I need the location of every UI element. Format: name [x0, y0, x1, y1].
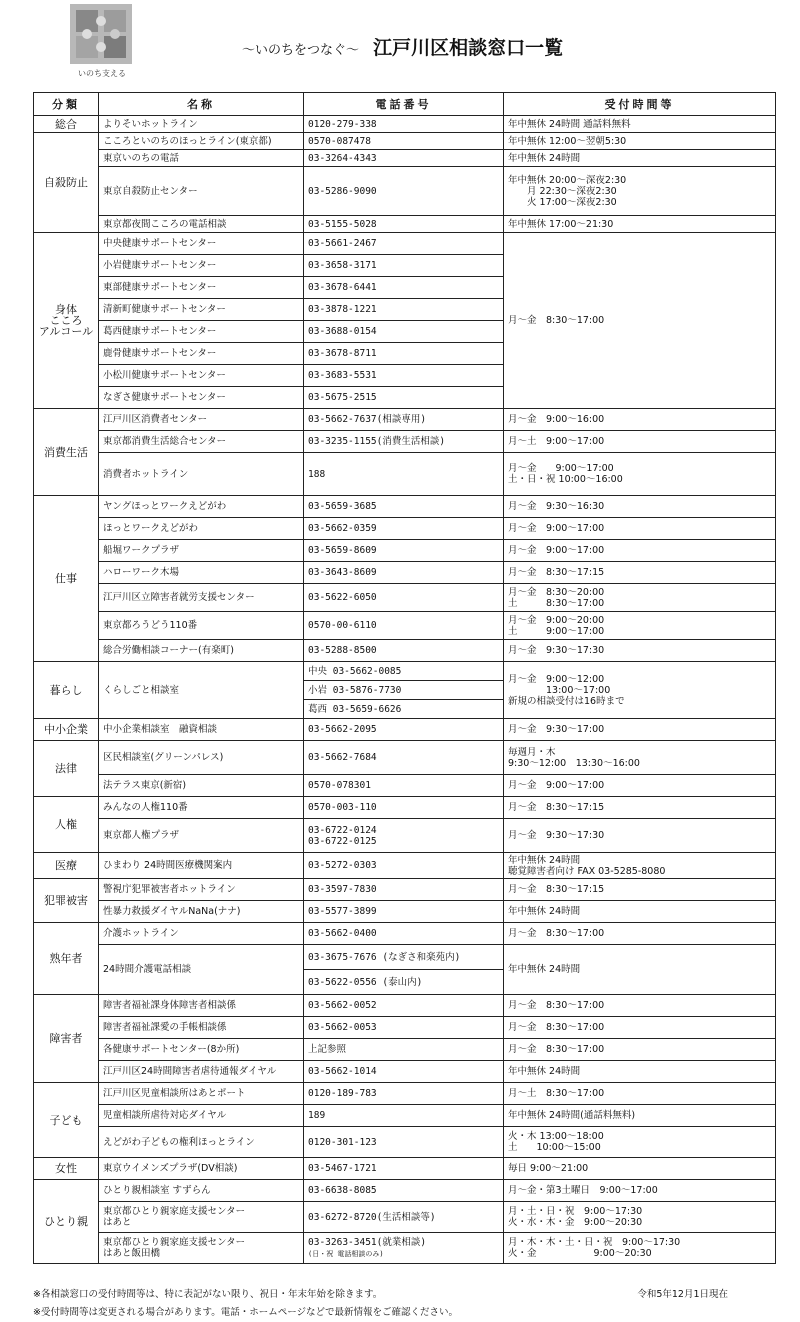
hours-cell: 月〜金 9:30〜17:00 [504, 719, 776, 741]
phone-cell [304, 681, 504, 700]
phone-number: 03-5467-1721 [308, 1163, 377, 1174]
table-row [34, 1105, 776, 1127]
phone-cell [304, 719, 504, 741]
hours-cell: 月〜金 9:00〜17:00 [504, 775, 776, 797]
hours-cell: 月〜金 8:30〜17:00 [504, 923, 776, 945]
phone-number: 03-3235-1155(消費生活相談) [308, 436, 446, 447]
name-cell: なぎさ健康サポートセンター [99, 387, 304, 409]
name-cell: 東京都ひとり親家庭支援センター はあと飯田橋 [99, 1233, 304, 1264]
phone-number: 03-5662-7684 [308, 752, 377, 763]
phone-cell [304, 1158, 504, 1180]
phone-cell [304, 819, 504, 853]
hours-cell: 月〜金 9:30〜17:30 [504, 819, 776, 853]
phone-cell [304, 365, 504, 387]
hours-cell: 年中無休 24時間 [504, 901, 776, 923]
phone-cell [304, 216, 504, 233]
category-cell: 身体 こころ アルコール [34, 233, 99, 409]
table-row [34, 167, 776, 216]
category-cell: 暮らし [34, 662, 99, 719]
category-cell: 総合 [34, 116, 99, 133]
name-cell: 障害者福祉課身体障害者相談係 [99, 995, 304, 1017]
table-row [34, 1127, 776, 1158]
table-row [34, 640, 776, 662]
phone-number: 03-5662-0052 [308, 1000, 377, 1011]
phone-cell [304, 562, 504, 584]
name-cell: みんなの人権110番 [99, 797, 304, 819]
logo [66, 4, 138, 82]
hours-cell: 月〜金 9:00〜17:00 [504, 540, 776, 562]
phone-number: 03-5662-0400 [308, 928, 377, 939]
table-row [34, 116, 776, 133]
phone-cell [304, 612, 504, 640]
phone-number: 03-6272-8720(生活相談等) [308, 1211, 436, 1223]
phone-number: 0570-078301 [308, 780, 371, 791]
column-header-phone: 電話番号 [304, 93, 504, 116]
hours-cell: 月〜金 8:30〜17:15 [504, 879, 776, 901]
puzzle-logo-icon [70, 4, 132, 64]
name-cell: 鹿骨健康サポートセンター [99, 343, 304, 365]
phone-cell [304, 584, 504, 612]
phone-cell [304, 518, 504, 540]
table-row [34, 662, 776, 681]
phone-number: 03-5662-2095 [308, 724, 377, 735]
phone-cell [304, 879, 504, 901]
table-row [34, 923, 776, 945]
phone-cell [304, 1127, 504, 1158]
table-row [34, 853, 776, 879]
hours-cell: 年中無休 20:00〜深夜2:30 月 22:30〜深夜2:30 火 17:00〜深夜2:30 [504, 167, 776, 216]
table-row [34, 775, 776, 797]
phone-number: 中央 03-5662-0085 [308, 665, 402, 677]
phone-number: 0570-00-6110 [308, 620, 377, 631]
name-cell: 江戸川区24時間障害者虐待通報ダイヤル [99, 1061, 304, 1083]
phone-cell [304, 1017, 504, 1039]
table-row [34, 1061, 776, 1083]
hours-cell: 月〜金 9:30〜17:30 [504, 640, 776, 662]
table-row [34, 453, 776, 496]
logo-text: いのち支える [78, 69, 126, 78]
phone-number: 03-5155-5028 [308, 218, 377, 230]
phone-cell [304, 662, 504, 681]
table-row [34, 945, 776, 970]
name-cell: 中央健康サポートセンター [99, 233, 304, 255]
phone-number: 03-3263-3451(就業相談) [308, 1236, 427, 1248]
table-row [34, 1202, 776, 1233]
name-cell: 総合労働相談コーナー(有楽町) [99, 640, 304, 662]
name-cell: 小松川健康サポートセンター [99, 365, 304, 387]
category-cell: 犯罪被害 [34, 879, 99, 923]
phone-cell [304, 277, 504, 299]
table-row [34, 995, 776, 1017]
table-row [34, 797, 776, 819]
phone-number: 03-5659-3685 [308, 501, 377, 512]
category-cell: 消費生活 [34, 409, 99, 496]
hours-cell: 毎週月・木 9:30〜12:00 13:30〜16:00 [504, 741, 776, 775]
name-cell: 江戸川区児童相談所はあとポート [99, 1083, 304, 1105]
name-cell: 東京ウイメンズプラザ(DV相談) [99, 1158, 304, 1180]
category-cell: 女性 [34, 1158, 99, 1180]
phone-cell [304, 255, 504, 277]
name-cell: 清新町健康サポートセンター [99, 299, 304, 321]
table-row [34, 409, 776, 431]
phone-number: 03-5659-8609 [308, 545, 377, 556]
hours-cell: 月〜金 9:00〜12:00 13:00〜17:00 新規の相談受付は16時まで [504, 662, 776, 719]
phone-number: 03-3688-0154 [308, 326, 377, 337]
phone-cell [304, 1180, 504, 1202]
phone-cell [304, 431, 504, 453]
name-cell: 東京都消費生活総合センター [99, 431, 304, 453]
hours-cell: 年中無休 24時間 [504, 945, 776, 995]
category-cell: 自殺防止 [34, 133, 99, 233]
name-cell: ひまわり 24時間医療機関案内 [99, 853, 304, 879]
phone-number: 03-3264-4343 [308, 152, 377, 164]
phone-number: 03-6722-0124 03-6722-0125 [308, 824, 377, 847]
category-cell: 法律 [34, 741, 99, 797]
phone-cell [304, 150, 504, 167]
table-row [34, 431, 776, 453]
table-row [34, 133, 776, 150]
name-cell: 江戸川区消費者センター [99, 409, 304, 431]
column-header-category: 分類 [34, 93, 99, 116]
category-cell: 中小企業 [34, 719, 99, 741]
phone-cell [304, 1105, 504, 1127]
hours-cell: 月〜金 8:30〜20:00 土 8:30〜17:00 [504, 584, 776, 612]
phone-cell [304, 453, 504, 496]
hours-cell: 年中無休 24時間(通話料無料) [504, 1105, 776, 1127]
table-row [34, 901, 776, 923]
hours-cell: 月〜金 9:00〜17:00 [504, 518, 776, 540]
category-cell: 障害者 [34, 995, 99, 1083]
name-cell: 東京都ろうどう110番 [99, 612, 304, 640]
table-row [34, 1039, 776, 1061]
hours-cell: 月〜金 8:30〜17:15 [504, 562, 776, 584]
name-cell: 葛西健康サポートセンター [99, 321, 304, 343]
name-cell: 東京いのちの電話 [99, 150, 304, 167]
hours-cell: 月〜金・第3土曜日 9:00〜17:00 [504, 1180, 776, 1202]
phone-cell [304, 853, 504, 879]
phone-cell [304, 409, 504, 431]
phone-cell [304, 1039, 504, 1061]
phone-cell [304, 923, 504, 945]
phone-cell [304, 167, 504, 216]
phone-number: 03-5622-0556 (泰山内) [308, 976, 423, 988]
name-cell: 児童相談所虐待対応ダイヤル [99, 1105, 304, 1127]
hours-cell: 月〜金 9:00〜17:00 土・日・祝 10:00〜16:00 [504, 453, 776, 496]
phone-number: 03-3675-7676 (なぎさ和楽苑内) [308, 951, 461, 963]
hours-cell: 年中無休 24時間 通話料無料 [504, 116, 776, 133]
name-cell: 東京都人権プラザ [99, 819, 304, 853]
name-cell: ひとり親相談室 すずらん [99, 1180, 304, 1202]
name-cell: 介護ホットライン [99, 923, 304, 945]
table-row [34, 518, 776, 540]
name-cell: 消費者ホットライン [99, 453, 304, 496]
phone-number: 03-5662-0053 [308, 1022, 377, 1033]
hours-cell: 月〜金 9:00〜16:00 [504, 409, 776, 431]
phone-number: 0120-301-123 [308, 1136, 377, 1148]
hours-cell: 火・木 13:00〜18:00 土 10:00〜15:00 [504, 1127, 776, 1158]
name-cell: 法テラス東京(新宿) [99, 775, 304, 797]
table-row [34, 496, 776, 518]
category-cell: 人権 [34, 797, 99, 853]
table-row [34, 216, 776, 233]
phone-number: 03-5272-0303 [308, 860, 377, 871]
phone-cell [304, 116, 504, 133]
hours-cell: 月〜金 8:30〜17:15 [504, 797, 776, 819]
page-title [242, 33, 563, 60]
page-title-sub: 〜いのちをつなぐ〜 [242, 43, 360, 58]
table-row [34, 1180, 776, 1202]
phone-cell [304, 995, 504, 1017]
phone-number: 03-3658-3171 [308, 260, 377, 271]
as-of-date: 令和5年12月1日現在 [637, 1289, 728, 1300]
hours-cell: 月〜金 8:30〜17:00 [504, 1017, 776, 1039]
name-cell: 障害者福祉課愛の手帳相談係 [99, 1017, 304, 1039]
name-cell: よりそいホットライン [99, 116, 304, 133]
phone-cell [304, 299, 504, 321]
footer-note-1: ※各相談窓口の受付時間等は、特に表記がない限り、祝日・年末年始を除きます。 [33, 1289, 383, 1300]
phone-cell [304, 741, 504, 775]
phone-cell [304, 387, 504, 409]
phone-note: (日・祝 電話相談のみ) [308, 1249, 384, 1258]
table-body [34, 116, 776, 1264]
phone-cell [304, 1202, 504, 1233]
phone-cell [304, 540, 504, 562]
phone-number: 03-5577-3899 [308, 906, 377, 917]
phone-number: 03-5286-9090 [308, 185, 377, 197]
phone-number: 03-3678-6441 [308, 282, 377, 293]
hours-cell: 月〜金 8:30〜17:00 [504, 995, 776, 1017]
table-header-row [34, 93, 776, 116]
table-row [34, 741, 776, 775]
hours-cell: 月・土・日・祝 9:00〜17:30 火・水・木・金 9:00〜20:30 [504, 1202, 776, 1233]
name-cell: 東京自殺防止センター [99, 167, 304, 216]
category-cell: 医療 [34, 853, 99, 879]
name-cell: ヤングほっとワークえどがわ [99, 496, 304, 518]
phone-cell [304, 1083, 504, 1105]
footer-note-2: ※受付時間等は変更される場合があります。電話・ホームページなどで最新情報をご確認ください。 [33, 1307, 459, 1318]
table-row [34, 540, 776, 562]
phone-number: 03-5661-2467 [308, 238, 377, 249]
phone-cell [304, 797, 504, 819]
category-cell: ひとり親 [34, 1180, 99, 1264]
name-cell: 性暴力救援ダイヤルNaNa(ナナ) [99, 901, 304, 923]
column-header-name: 名称 [99, 93, 304, 116]
phone-cell [304, 945, 504, 970]
table-row [34, 612, 776, 640]
name-cell: 東京都ひとり親家庭支援センター はあと [99, 1202, 304, 1233]
hours-cell: 年中無休 12:00〜翌朝5:30 [504, 133, 776, 150]
name-cell: ほっとワークえどがわ [99, 518, 304, 540]
phone-cell [304, 640, 504, 662]
name-cell: 東京都夜間こころの電話相談 [99, 216, 304, 233]
hours-cell: 月〜金 9:00〜20:00 土 9:00〜17:00 [504, 612, 776, 640]
phone-cell [304, 700, 504, 719]
name-cell: こころといのちのほっとライン(東京都) [99, 133, 304, 150]
table-row [34, 562, 776, 584]
table-row [34, 150, 776, 167]
phone-number: 0120-189-783 [308, 1088, 377, 1099]
hours-cell: 毎日 9:00〜21:00 [504, 1158, 776, 1180]
hours-cell: 月・木・木・土・日・祝 9:00〜17:30 火・金 9:00〜20:30 [504, 1233, 776, 1264]
phone-number: 0120-279-338 [308, 118, 377, 130]
phone-number: 03-5622-6050 [308, 592, 377, 603]
name-cell: 各健康サポートセンター(8か所) [99, 1039, 304, 1061]
phone-cell [304, 233, 504, 255]
table-row [34, 1158, 776, 1180]
name-cell: えどがわ子どもの権利ほっとライン [99, 1127, 304, 1158]
phone-number: 03-5662-1014 [308, 1066, 377, 1077]
phone-cell [304, 970, 504, 995]
category-cell: 子ども [34, 1083, 99, 1158]
table-row [34, 819, 776, 853]
table-row [34, 584, 776, 612]
name-cell: 東部健康サポートセンター [99, 277, 304, 299]
hours-cell: 年中無休 17:00〜21:30 [504, 216, 776, 233]
name-cell: ハローワーク木場 [99, 562, 304, 584]
hours-cell: 年中無休 24時間 聴覚障害者向け FAX 03-5285-8080 [504, 853, 776, 879]
phone-number: 小岩 03-5876-7730 [308, 684, 402, 696]
phone-number: 189 [308, 1110, 326, 1121]
phone-number: 03-6638-8085 [308, 1185, 377, 1196]
phone-number: 03-5662-7637(相談専用) [308, 414, 427, 425]
column-header-hours: 受付時間等 [504, 93, 776, 116]
table-row [34, 1233, 776, 1264]
table-row [34, 719, 776, 741]
phone-number: 03-3597-7830 [308, 884, 377, 895]
phone-cell [304, 133, 504, 150]
name-cell: くらしごと相談室 [99, 662, 304, 719]
table-row [34, 1017, 776, 1039]
hours-cell: 年中無休 24時間 [504, 150, 776, 167]
phone-number: 188 [308, 468, 326, 480]
name-cell: 小岩健康サポートセンター [99, 255, 304, 277]
phone-number: 03-5675-2515 [308, 392, 377, 403]
phone-number: 03-3683-5531 [308, 370, 377, 381]
phone-cell [304, 496, 504, 518]
category-cell: 熟年者 [34, 923, 99, 995]
phone-cell [304, 343, 504, 365]
phone-number: 上記参照 [308, 1044, 347, 1055]
phone-number: 03-5288-8500 [308, 645, 377, 656]
name-cell: 24時間介護電話相談 [99, 945, 304, 995]
page-title-main: 江戸川区相談窓口一覧 [373, 37, 564, 59]
phone-cell [304, 321, 504, 343]
hours-cell: 月〜金 8:30〜17:00 [504, 1039, 776, 1061]
hours-cell: 月〜土 9:00〜17:00 [504, 431, 776, 453]
category-cell: 仕事 [34, 496, 99, 662]
phone-number: 0570-087478 [308, 135, 371, 147]
name-cell: 江戸川区立障害者就労支援センター [99, 584, 304, 612]
name-cell: 警視庁犯罪被害者ホットライン [99, 879, 304, 901]
phone-cell [304, 775, 504, 797]
phone-number: 03-3643-8609 [308, 567, 377, 578]
table-row [34, 1083, 776, 1105]
name-cell: 船堀ワークプラザ [99, 540, 304, 562]
phone-cell [304, 1233, 504, 1264]
hours-cell: 月〜金 9:30〜16:30 [504, 496, 776, 518]
phone-number: 03-3678-8711 [308, 348, 377, 359]
hours-cell: 月〜金 8:30〜17:00 [504, 233, 776, 409]
consultation-table [33, 92, 776, 1264]
hours-cell: 月〜土 8:30〜17:00 [504, 1083, 776, 1105]
phone-cell [304, 901, 504, 923]
phone-number: 03-5662-0359 [308, 523, 377, 534]
phone-number: 葛西 03-5659-6626 [308, 703, 402, 715]
table-row [34, 233, 776, 255]
phone-number: 03-3878-1221 [308, 304, 377, 315]
table-row [34, 879, 776, 901]
name-cell: 区民相談室(グリーンパレス) [99, 741, 304, 775]
hours-cell: 年中無休 24時間 [504, 1061, 776, 1083]
phone-cell [304, 1061, 504, 1083]
name-cell: 中小企業相談室 融資相談 [99, 719, 304, 741]
phone-number: 0570-003-110 [308, 802, 377, 813]
